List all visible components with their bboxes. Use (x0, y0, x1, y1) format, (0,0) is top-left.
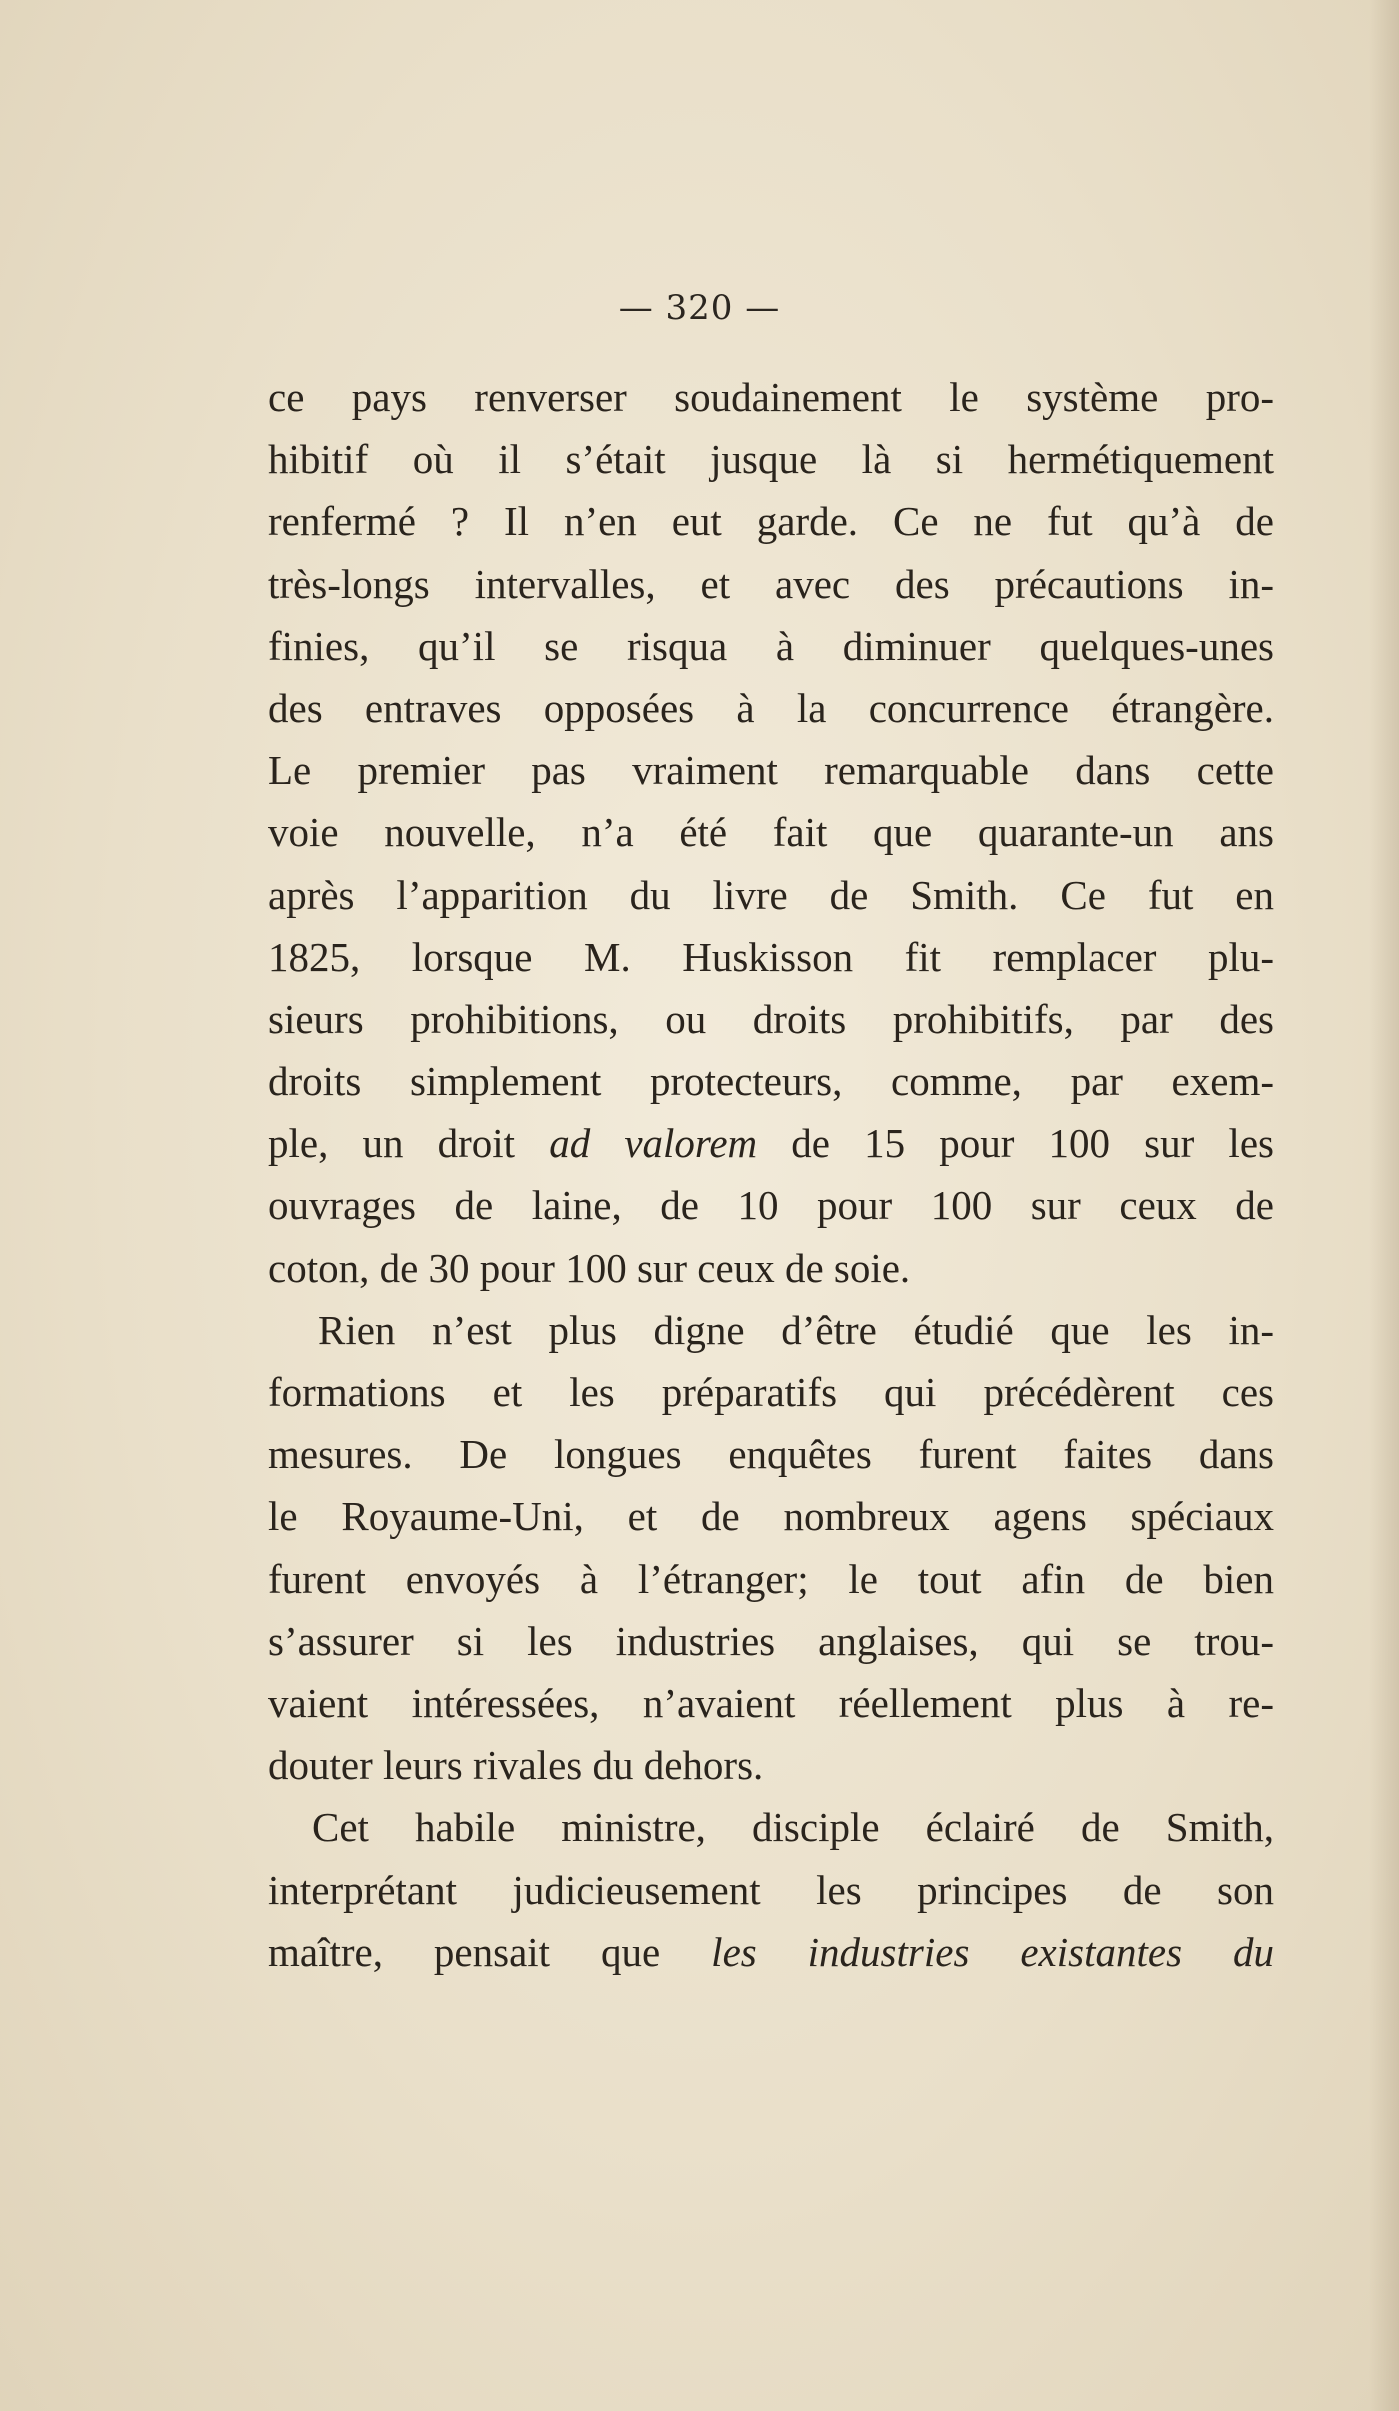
text-line: ouvrages de laine, de 10 pour 100 sur ceux de (268, 1182, 1274, 1229)
text-line: 1825, lorsque M. Huskisson fit remplacer plu- (268, 933, 1274, 980)
text-line: vaient intéressées, n’avaient réellement plus à re- (268, 1679, 1274, 1726)
text-line: le Royaume-Uni, et de nombreux agens spéciaux (268, 1493, 1274, 1540)
italic-phrase: ad valorem (549, 1120, 758, 1167)
text-line: douter leurs rivales du dehors. (268, 1742, 764, 1789)
text-line: interprétant judicieusement les principes de son (268, 1866, 1274, 1913)
text-line: très-longs intervalles, et avec des précautions in- (268, 560, 1274, 607)
text-line: renfermé ? Il n’en eut garde. Ce ne fut qu’à de (268, 498, 1274, 545)
text-line: voie nouvelle, n’a été fait que quarante-un ans (268, 809, 1274, 856)
text-line: sieurs prohibitions, ou droits prohibitifs, par des (268, 995, 1274, 1042)
text-line: finies, qu’il se risqua à diminuer quelques-unes (268, 622, 1274, 669)
text-segment: ple, un droit (268, 1120, 550, 1167)
text-line: furent envoyés à l’étranger; le tout afin de bien (268, 1555, 1274, 1602)
text-segment: de 15 pour 100 sur les (757, 1120, 1274, 1167)
text-line: droits simplement protecteurs, comme, par exem- (268, 1058, 1274, 1105)
text-line: hibitif où il s’était jusque là si hermétiquement (268, 436, 1274, 483)
text-line: des entraves opposées à la concurrence étrangère. (268, 684, 1274, 731)
text-segment: maître, pensait que (268, 1928, 712, 1975)
text-line: coton, de 30 pour 100 sur ceux de soie. (268, 1244, 911, 1291)
paragraph-first-line: Cet habile ministre, disciple éclairé de Smith, (312, 1804, 1274, 1851)
text-line-with-italic (268, 1112, 1274, 1174)
text-line: Le premier pas vraiment remarquable dans cette (268, 747, 1274, 794)
paragraph-first-line: Rien n’est plus digne d’être étudié que les in- (318, 1306, 1274, 1353)
page-gutter-shadow (1369, 0, 1399, 2411)
text-line: formations et les préparatifs qui précédèrent ces (268, 1369, 1274, 1415)
body-text (268, 366, 1274, 1983)
text-line: après l’apparition du livre de Smith. Ce fut en (268, 871, 1274, 918)
text-line: mesures. De longues enquêtes furent faites dans (268, 1431, 1274, 1478)
italic-phrase: les industries existantes du (711, 1928, 1274, 1975)
page-number: — 320 — (618, 288, 781, 328)
text-line-with-italic (268, 1921, 1274, 1983)
text-line: ce pays renverser soudainement le système pro- (268, 374, 1274, 420)
text-line: s’assurer si les industries anglaises, qui se trou- (268, 1617, 1274, 1664)
